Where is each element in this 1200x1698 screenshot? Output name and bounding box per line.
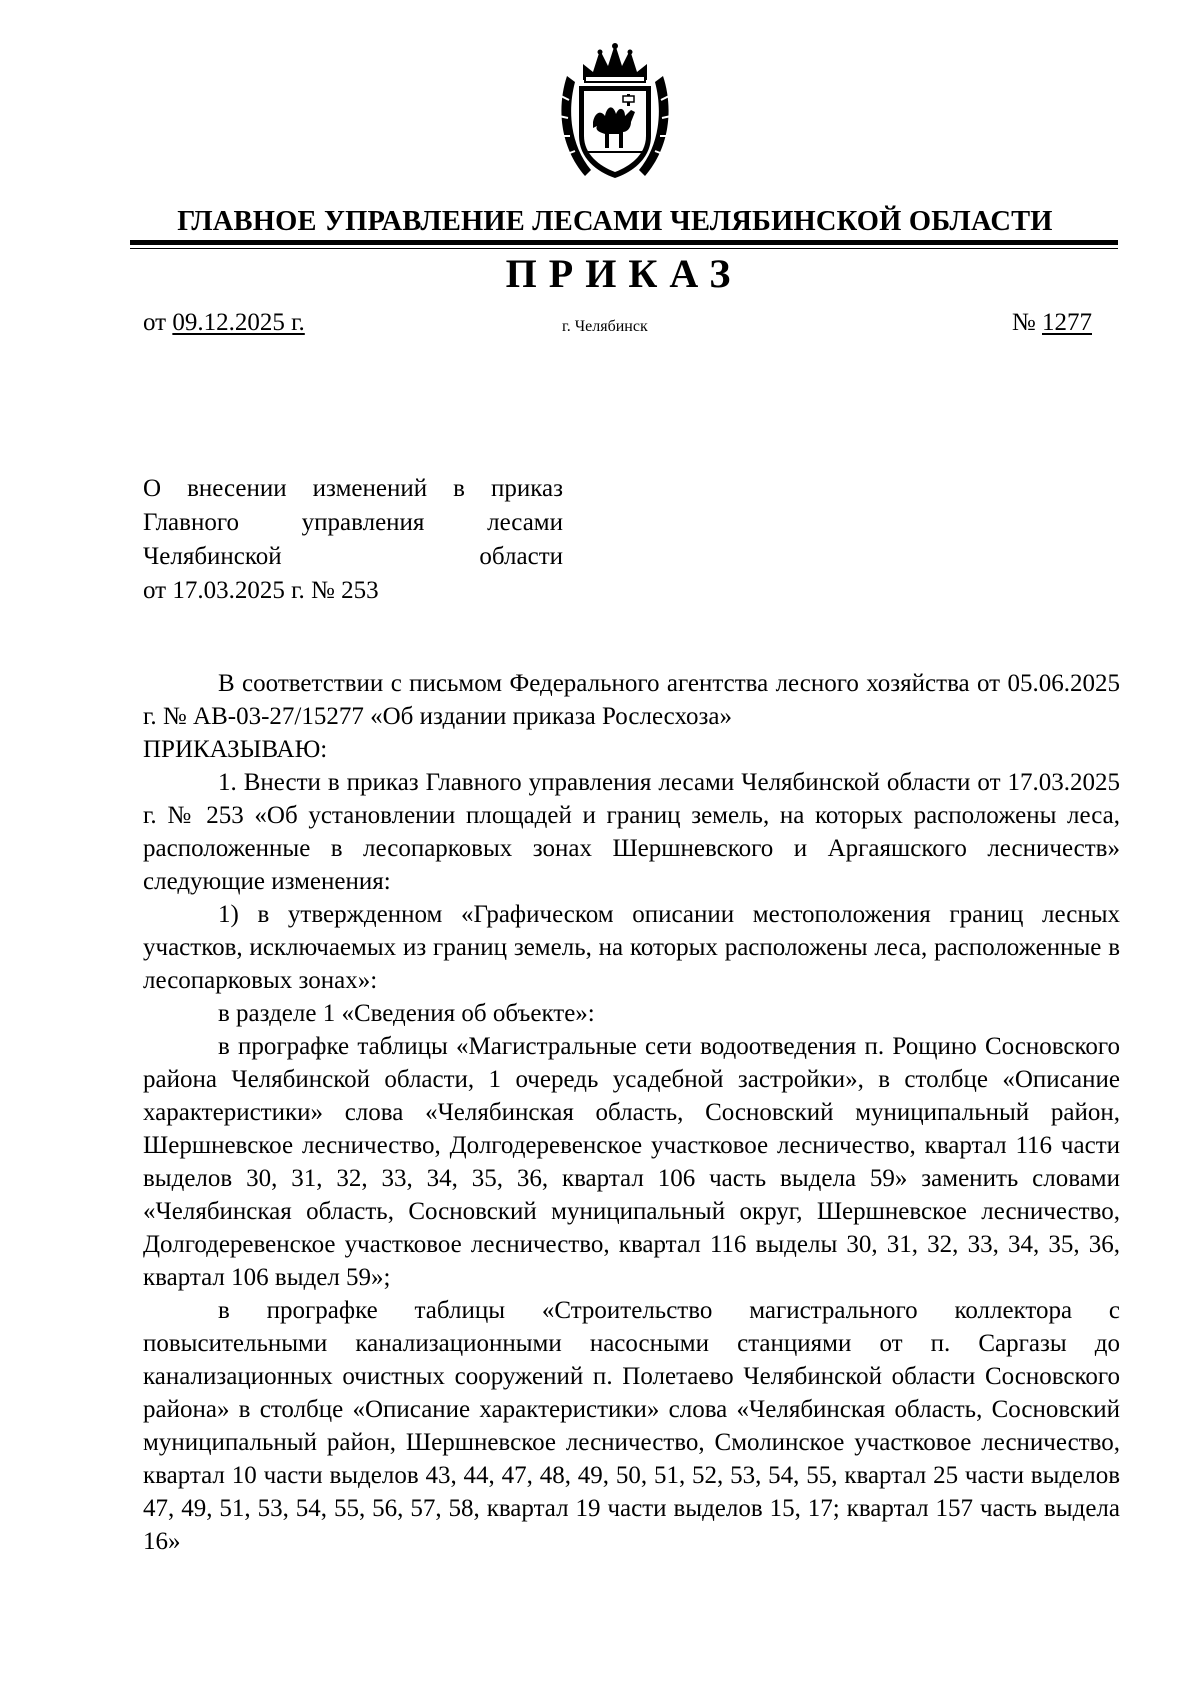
body-paragraph-item-1: 1. Внести в приказ Главного управления лесами Челябинской области от 17.03.2025 г. № 253 «Об установлении площадей и границ земель, на которых расположены леса, расположенные в лесопарковых зонах Шершневского и Аргаяшского лесничеств» следующие изменения: xyxy=(143,769,1120,895)
subject-line-4: от 17.03.2025 г. № 253 xyxy=(143,577,379,604)
order-city: г. Челябинск xyxy=(562,318,648,335)
order-number-prefix: № xyxy=(1011,309,1042,336)
subject-line-1: О внесении изменений в приказ xyxy=(143,475,563,502)
body-paragraph-section-1: в разделе 1 «Сведения об объекте»: xyxy=(218,1000,595,1027)
order-date xyxy=(143,309,305,337)
subject-line-2: Главного управления лесами xyxy=(143,509,563,536)
order-body xyxy=(143,667,1120,1558)
body-paragraph-row-sargazy: в прографке таблицы «Строительство магистрального коллектора с повысительными канализационными насосными станциями от п. Саргазы до канализационных очистных сооружений п. Полетаево Челябинской области Сосновского района» в столбце «Описание характеристики» слова «Челябинская область, Сосновский муниципальный район, Шершневское лесничество, Смолинское участковое лесничество, квартал 10 части выделов 43, 44, 47, 48, 49, 50, 51, 52, 53, 54, 55, квартал 25 части выделов 47, 49, 51, 53, 54, 55, 56, 57, 58, квартал 19 части выделов 15, 17; квартал 157 часть выдела 16» xyxy=(143,1297,1120,1555)
body-paragraph-order-word: ПРИКАЗЫВАЮ: xyxy=(143,736,328,763)
order-number xyxy=(1012,309,1092,337)
order-date-prefix: от xyxy=(143,309,173,336)
header-rule-thick xyxy=(130,240,1118,245)
order-date-value: 09.12.2025 г. xyxy=(172,309,305,336)
order-number-value: 1277 xyxy=(1042,309,1092,336)
header-rule-thin xyxy=(130,248,1118,249)
body-paragraph-basis: В соответствии с письмом Федерального агентства лесного хозяйства от 05.06.2025 г. № АВ-03-27/15277 «Об издании приказа Рослесхоза» xyxy=(143,670,1120,730)
body-paragraph-row-roshchino: в прографке таблицы «Магистральные сети водоотведения п. Рощино Сосновского района Челябинской области, 1 очередь усадебной застройки», в столбце «Описание характеристики» слова «Челябинская область, Сосновский муниципальный район, Шершневское лесничество, Долгодеревенское участковое лесничество, квартал 116 части выделов 30, 31, 32, 33, 34, 35, 36, квартал 106 часть выдела 59» заменить словами «Челябинская область, Сосновский муниципальный округ, Шершневское лесничество, Долгодеревенское участковое лесничество, квартал 116 выделы 30, 31, 32, 33, 34, 35, 36, квартал 106 выдел 59»; xyxy=(143,1033,1120,1291)
chelyabinsk-coat-of-arms-icon xyxy=(553,36,677,186)
order-subject xyxy=(143,472,563,608)
document-type-title: ПРИКАЗ xyxy=(505,251,743,296)
organization-title: ГЛАВНОЕ УПРАВЛЕНИЕ ЛЕСАМИ ЧЕЛЯБИНСКОЙ ОБЛАСТИ xyxy=(177,206,1053,237)
subject-line-3: Челябинской области xyxy=(143,543,563,570)
body-paragraph-subitem-1: 1) в утвержденном «Графическом описании местоположения границ лесных участков, исключаемых из границ земель, на которых расположены леса, расположенные в лесопарковых зонах»: xyxy=(143,901,1120,994)
